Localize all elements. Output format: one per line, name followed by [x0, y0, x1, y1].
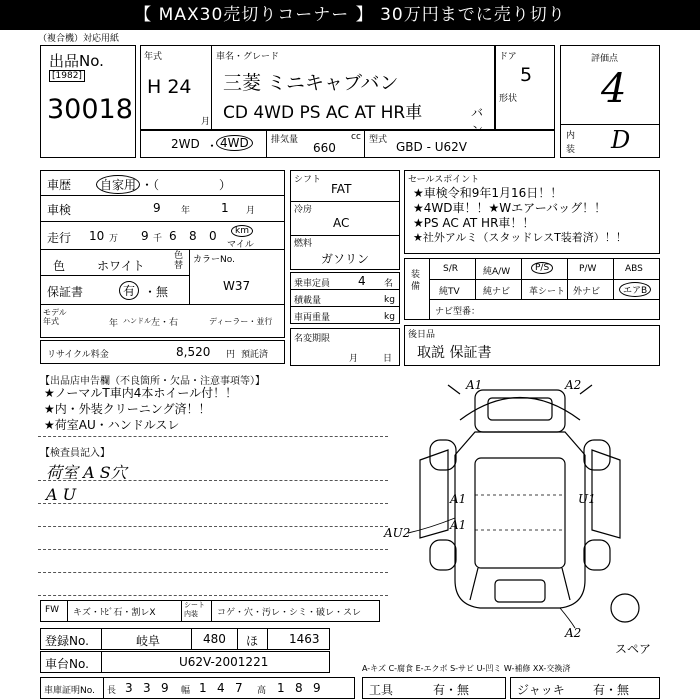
inspection-month-unit: 月	[246, 206, 256, 216]
registration-kana: ほ	[246, 634, 259, 648]
warranty-yes: 有	[119, 281, 139, 300]
shift-value: FAT	[331, 182, 352, 196]
sales-line-3: ★PS AC AT HR車！！	[413, 216, 535, 230]
tools-row	[362, 677, 506, 699]
lot-code: [1982]	[49, 70, 85, 82]
mileage-sen: 9	[141, 229, 149, 243]
doors-value: 5	[520, 64, 533, 86]
registration-number: 1463	[289, 632, 320, 646]
damage-au2: AU2	[384, 526, 411, 540]
car-name: 三菱 ミニキャブバン	[223, 72, 399, 94]
registration-row	[40, 628, 330, 650]
damage-legend: A-キズ C-腐食 E-エクボ S-サビ U-凹ミ W-補修 XX-交換済	[362, 664, 571, 673]
equip-sunroof: S/R	[443, 264, 458, 274]
mileage-sen-unit: 千	[153, 234, 163, 244]
equip-airbag: エアB	[619, 282, 651, 297]
cert-height-3: 9	[313, 681, 321, 695]
seat-label: シート内装	[184, 601, 205, 618]
cert-width-2: 4	[217, 681, 225, 695]
cert-height-2: 8	[295, 681, 303, 695]
mileage-label: 走行	[47, 231, 72, 245]
fuel-label: 燃料	[294, 239, 313, 249]
mileage-man-unit: 万	[109, 234, 119, 244]
capacity-unit: 名	[384, 279, 394, 289]
garage-cert-row	[40, 677, 355, 699]
load-label: 積載量	[294, 296, 322, 306]
cert-width-3: 7	[235, 681, 243, 695]
after-items	[404, 325, 660, 366]
inspector-note-1: 荷室 A S穴	[46, 463, 127, 482]
cert-width-label: 幅	[181, 686, 191, 696]
color-value: ホワイト	[97, 259, 145, 273]
chassis-label: 車台No.	[45, 657, 89, 671]
equipment-box	[404, 258, 660, 320]
mileage-digit-2: 8	[189, 229, 197, 243]
spec-box	[290, 170, 400, 270]
cert-length-1: 3	[125, 681, 133, 695]
interior-label-2: 装	[566, 145, 576, 155]
mileage-digit-3: 0	[209, 229, 217, 243]
auction-banner: 【 MAX30売切りコーナー 】 30万円までに売り切り	[0, 0, 700, 30]
model-year: H 24	[147, 76, 192, 98]
mileage-man: 10	[89, 229, 105, 243]
color-code-label: カラーNo.	[193, 255, 235, 265]
year-label: 年式	[144, 52, 163, 62]
notes-line-1: ★ノーマルT車内4本ホイール付！！	[44, 386, 238, 400]
car-grade: CD 4WD PS AC AT HR車	[223, 103, 423, 123]
notes-line-2: ★内・外装クリーニング済！！	[44, 402, 211, 416]
mileage-digit-1: 6	[169, 229, 177, 243]
history-other: ・（ ）	[141, 178, 232, 192]
cert-width-1: 1	[199, 681, 207, 695]
cert-label: 車庫証明No.	[44, 686, 95, 696]
sales-line-4: ★社外アルミ（スタッドレスT装着済）！！	[413, 231, 627, 244]
drive-dot: ・	[206, 139, 219, 153]
fuel-value: ガソリン	[321, 252, 370, 266]
year-month-mark: 月	[201, 117, 211, 127]
doors-box	[495, 45, 555, 130]
model-year-unit: 年	[109, 319, 119, 329]
lot-number: 30018	[47, 94, 133, 125]
damage-a1-left: A1	[450, 492, 467, 506]
damage-a1-front: A1	[466, 378, 483, 392]
damage-u1-right: U1	[578, 492, 596, 506]
recycle-row	[40, 340, 285, 364]
inspection-year: 9	[153, 201, 161, 215]
displacement-value: 660	[313, 141, 336, 155]
after-value: 取説 保証書	[417, 345, 492, 361]
cert-height-1: 1	[277, 681, 285, 695]
mileage-unit-km: km	[231, 225, 253, 237]
after-label: 後日品	[408, 330, 436, 340]
model-year-label: モデル年式	[43, 308, 67, 326]
mileage-unit-mile: マイル	[227, 240, 254, 250]
history-use: 自家用	[96, 175, 140, 194]
name-change-month: 月	[349, 354, 359, 364]
inspection-year-unit: 年	[181, 206, 191, 216]
shape-label: 形状	[499, 94, 518, 104]
jack-row	[510, 677, 660, 699]
displacement-label: 排気量	[271, 135, 299, 145]
recycle-note: 預託済	[241, 350, 269, 360]
doors-label: ドア	[499, 52, 517, 62]
car-damage-diagram	[400, 370, 670, 650]
inspector-note-2: A U	[46, 485, 77, 504]
notes-line-3: ★荷室AU・ハンドルスレ	[44, 418, 180, 432]
cert-length-3: 9	[161, 681, 169, 695]
aircon-value: AC	[333, 216, 350, 230]
load-unit: kg	[384, 295, 395, 305]
damage-a1-left-2: A1	[450, 518, 467, 532]
name-change-day: 日	[383, 354, 393, 364]
drive-4wd: 4WD	[216, 135, 253, 151]
color-label: 色	[53, 259, 66, 273]
model-box	[140, 45, 495, 130]
tools-label: 工具	[369, 683, 394, 697]
equipment-label: 装備	[411, 270, 421, 292]
sales-line-1: ★車検令和9年1月16日！！	[413, 186, 563, 200]
handle-label: ハンドル	[123, 317, 151, 325]
vehicle-details	[40, 170, 285, 338]
chassis-row	[40, 651, 330, 673]
damage-a2-rear: A2	[565, 626, 582, 640]
equip-tv: 純TV	[439, 287, 460, 297]
damage-a2-front: A2	[565, 378, 582, 392]
inspector-label: 【検査員記入】	[40, 448, 110, 459]
name-change-label: 名変期限	[294, 334, 331, 344]
drive-row	[140, 130, 555, 158]
registration-label: 登録No.	[45, 634, 89, 648]
interior-score: D	[611, 126, 631, 154]
tools-value: 有・無	[433, 683, 470, 697]
equip-abs: ABS	[625, 264, 643, 274]
equip-aftermarket-navi: 外ナビ	[573, 287, 601, 297]
drive-2wd: 2WD	[171, 137, 200, 151]
sales-label: セールスポイント	[408, 175, 480, 185]
inspection-label: 車検	[47, 203, 72, 217]
car-name-label: 車名・グレード	[216, 52, 280, 62]
cert-length-2: 3	[143, 681, 151, 695]
capacity-value: 4	[358, 274, 366, 288]
spare-label: スペア	[615, 642, 652, 656]
weight-label: 車両重量	[294, 313, 331, 323]
name-change-box	[290, 328, 400, 366]
sales-points	[404, 170, 660, 254]
recycle-value: 8,520	[176, 345, 211, 359]
interior-label-1: 内	[566, 131, 576, 141]
capacity-box	[290, 272, 400, 324]
capacity-label: 乗車定員	[294, 279, 331, 289]
cert-height-label: 高	[257, 686, 267, 696]
color-change-label: 色替	[174, 251, 184, 271]
equip-power-windows: P/W	[579, 264, 597, 274]
equip-alloy-wheels: 純A/W	[483, 267, 511, 277]
glass-seat-row	[40, 600, 380, 622]
registration-pref: 岐阜	[136, 634, 161, 648]
lot-number-box	[40, 45, 136, 158]
jack-label: ジャッキ	[517, 683, 565, 697]
sales-line-2: ★4WD車！！★Wエアーバッグ！！	[413, 201, 607, 215]
form-type-label: （複合機）対応用紙	[38, 34, 120, 44]
registration-class: 480	[203, 632, 226, 646]
handle-value: 左・右	[151, 318, 179, 328]
aircon-label: 冷房	[294, 205, 313, 215]
color-code: W37	[223, 279, 251, 293]
equip-navi: 純ナビ	[483, 287, 511, 297]
shift-label: シフト	[294, 175, 322, 185]
grade-note: バ	[471, 106, 484, 120]
fw-items: キズ・ﾄﾋﾞ石・割レX	[73, 608, 156, 618]
score-label: 評価点	[591, 54, 619, 64]
seat-items: コゲ・穴・汚レ・シミ・破レ・スレ	[217, 608, 362, 618]
score-value: 4	[601, 66, 627, 112]
warranty-label: 保証書	[47, 285, 84, 299]
dealer-label: ディーラー・並行	[209, 317, 273, 326]
fw-label: FW	[45, 605, 60, 615]
recycle-label: リサイクル料金	[47, 350, 109, 360]
notes-label: 【出品店申告欄（不良箇所・欠品・注意事項等）】	[40, 376, 265, 387]
displacement-unit: cc	[351, 132, 361, 142]
equip-leather-seat: 革シート	[529, 287, 566, 297]
weight-unit: kg	[384, 312, 395, 322]
inspection-month: 1	[221, 201, 229, 215]
recycle-unit: 円	[226, 350, 236, 360]
model-type: GBD - U62V	[396, 140, 467, 154]
history-label: 車歴	[47, 178, 72, 192]
cert-length-label: 長	[107, 686, 117, 696]
jack-value: 有・無	[593, 683, 630, 697]
score-box	[560, 45, 660, 158]
chassis-number: U62V-2001221	[179, 655, 269, 669]
equip-power-steering: P/S	[531, 262, 553, 274]
lot-label: 出品No.	[49, 52, 104, 70]
warranty-no: ・無	[144, 285, 169, 299]
navi-type-label: ナビ型番：	[435, 307, 481, 317]
model-type-label: 型式	[369, 135, 388, 145]
